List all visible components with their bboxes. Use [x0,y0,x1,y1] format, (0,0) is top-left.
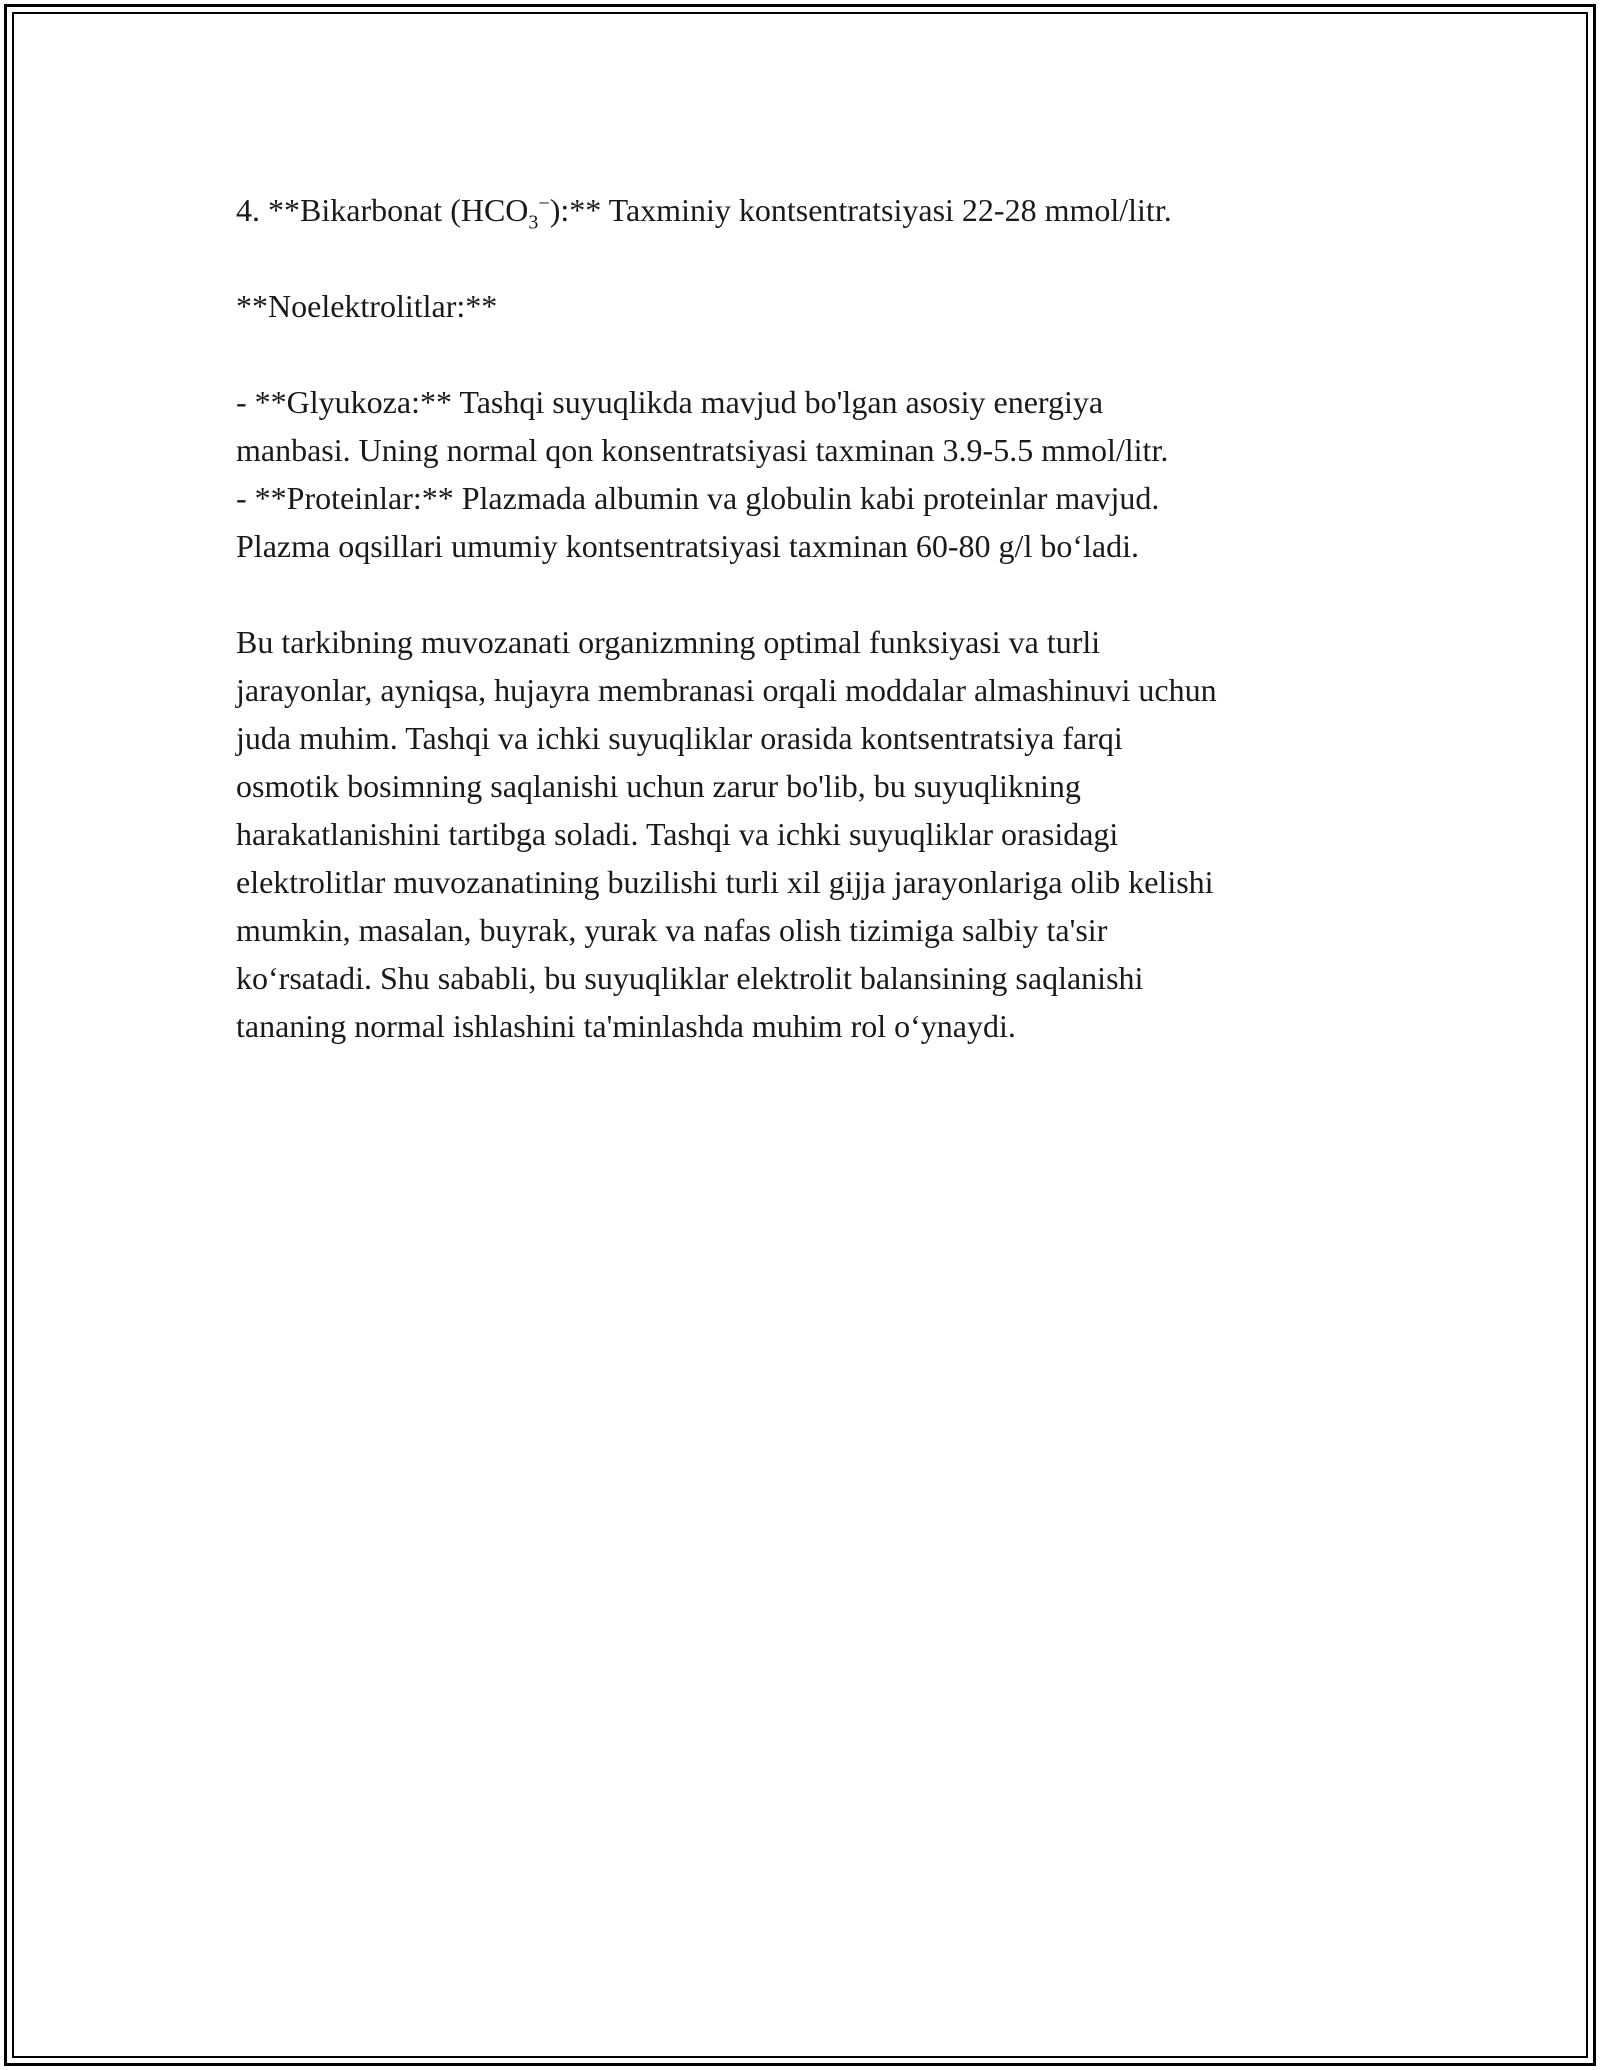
protein-line: - **Proteinlar:** Plazmada albumin va globulin kabi proteinlar mavjud. [236,480,1160,516]
bicarbonate-prefix: 4. **Bikarbonat (HCO [236,192,529,228]
section-heading: **Noelektrolitlar:** [236,288,498,324]
conclusion-line: juda muhim. Tashqi va ichki suyuqliklar orasida kontsentratsiya farqi [236,720,1123,756]
conclusion-line: jarayonlar, ayniqsa, hujayra membranasi orqali moddalar almashinuvi uchun [236,672,1217,708]
bicarbonate-subscript: 3 [528,211,539,234]
bicarbonate-suffix: ):** Taxminiy kontsentratsiyasi 22-28 mmol/litr. [549,192,1172,228]
conclusion-line: elektrolitlar muvozanatining buzilishi turli xil gijja jarayonlariga olib kelishi [236,864,1214,900]
protein-line: Plazma oqsillari umumiy kontsentratsiyasi taxminan 60-80 g/l bo‘ladi. [236,528,1139,564]
bicarbonate-superscript: − [538,192,550,215]
conclusion-line: tananing normal ishlashini ta'minlashda muhim rol o‘ynaydi. [236,1008,1016,1044]
nonelectrolytes-list [236,378,1376,570]
document-body [236,186,1376,1050]
bicarbonate-item [236,186,1376,234]
glucose-line: - **Glyukoza:** Tashqi suyuqlikda mavjud bo'lgan asosiy energiya [236,384,1104,420]
conclusion-line: harakatlanishini tartibga soladi. Tashqi va ichki suyuqliklar orasidagi [236,816,1119,852]
conclusion-paragraph [236,618,1376,1050]
conclusion-line: mumkin, masalan, buyrak, yurak va nafas olish tizimiga salbiy ta'sir [236,912,1108,948]
conclusion-line: Bu tarkibning muvozanati organizmning optimal funksiyasi va turli [236,624,1101,660]
conclusion-line: osmotik bosimning saqlanishi uchun zarur bo'lib, bu suyuqlikning [236,768,1081,804]
glucose-line: manbasi. Uning normal qon konsentratsiyasi taxminan 3.9-5.5 mmol/litr. [236,432,1169,468]
conclusion-line: ko‘rsatadi. Shu sababli, bu suyuqliklar elektrolit balansining saqlanishi [236,960,1144,996]
